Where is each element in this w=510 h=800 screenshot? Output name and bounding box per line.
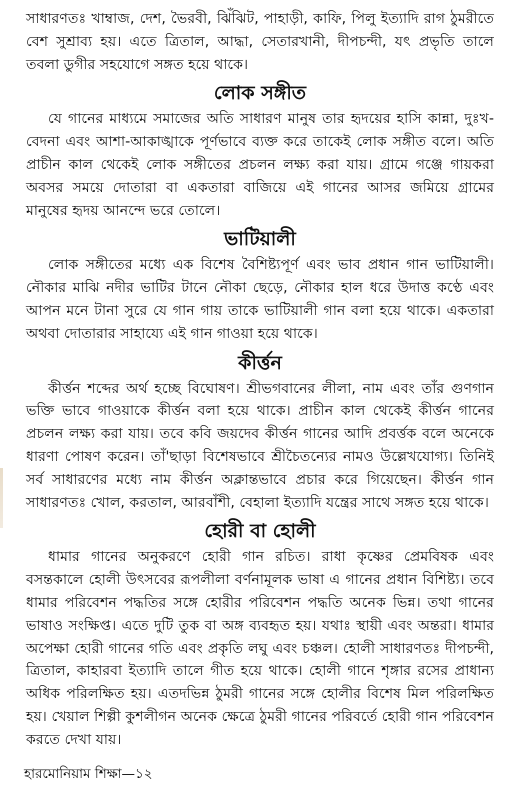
heading-hori: হোরী বা হোলী: [204, 520, 316, 543]
heading-bhatiyali: ভাটিয়ালী: [224, 228, 296, 251]
hori-paragraph: ধামার গানের অনুকরণে হোরী গান রচিত। রাধা কৃষ্ণের প্রেমবিষক এবং বসন্তকালে হোলী উৎসবের রূপলীলা বর্ণনামূলক ভাষা এ গানের প্রধান বিশিষ্ট্য। তবে ধামার পরিবেশন পদ্ধতির সঙ্গে হোরীর পরিবেশন পদ্ধতি অনেক ভিন্ন। তথা গানের ভাষাও সংক্ষিপ্ত। এতে দুটি তুক বা অঙ্গ ব্যবহৃত হয়। যথাঃ স্থায়ী এবং অন্তরা। ধামার অপেক্ষা হোরী গানের গতি এবং প্রকৃতি লঘু এবং চঞ্চল। হোলী সাধারণতঃ দীপচন্দী, ত্রিতাল, কাহারবা ইত্যাদি তালে গীত হয়ে থাকে। হোলী গানে শৃঙ্গার রসের প্রাধান্য অধিক পরিলক্ষিত হয়। এতদভিন্ন ঠুমরী গানের সঙ্গে হোলীর বিশেষ মিল পরিলক্ষিত হয়। খেয়াল শিল্পী কুশলীগন অনেক ক্ষেত্রে ঠুমরী গানের পরিবর্তে হোরী গান পরিবেশন করতে দেখা যায়।: [26, 549, 494, 748]
page-edge-mark: [0, 468, 3, 528]
kirtan-paragraph: কীর্ত্তন শব্দের অর্থ হচ্ছে বিঘোষণ। শ্রীভগবানের লীলা, নাম এবং তাঁর গুণগান ভক্তি ভাবে গাওয়াকে কীর্ত্তন বলা হয়ে থাকে। প্রাচীন কাল থেকেই কীর্ত্তন গানের প্রচলন লক্ষ্য করা যায়। তবে কবি জয়দেব কীর্ত্তন গানের আদি প্রবর্ত্তক বলে অনেকে ধারণা পোষণ করেন। তাঁ'ছাড়া বিশেষভাবে শ্রীচৈতন্যের নামও উল্লেখযোগ্য। তিনিই সর্ব সাধারণের মধ্যে নাম কীর্ত্তন অক্লান্তভাবে প্রচার করে গিয়েছেন। কীর্ত্তন গান সাধারণতঃ খোল, করতাল, আরবাঁশী, বেহালা ইত্যাদি যন্ত্রের সাথে সঙ্গত হয়ে থাকে।: [26, 380, 494, 511]
lok-sangeet-paragraph: যে গানের মাধ্যমে সমাজের অতি সাধারণ মানুষ তার হৃদয়ের হাসি কান্না, দুঃখ-বেদনা এবং আশা-আকাঙ্খাকে পূর্ণভাবে ব্যক্ত করে তাকেই লোক সঙ্গীত বলে। অতি প্রাচীন কাল থেকেই লোক সঙ্গীতের প্রচলন লক্ষ্য করা যায়। গ্রামে গঞ্জে গায়করা অবসর সময়ে দোতারা বা একতারা বাজিয়ে এই গানের আসর জমিয়ে গ্রামের মানুষের হৃদয় আনন্দে ভরে তোলে।: [26, 111, 494, 219]
heading-kirtan: কীর্ত্তন: [238, 351, 282, 374]
intro-paragraph: সাধারণতঃ খাম্বাজ, দেশ, ভৈরবী, ঝিঁঝিট, পাহাড়ী, কাফি, পিলু ইত্যাদি রাগ ঠুমরীতে বেশ সুশ্রাব্য হয়। এতে ত্রিতাল, আদ্ধা, সেতারখানী, দীপচন্দী, যৎ প্রভৃতি তালে তবলা ডুগীর সহযোগে সঙ্গত হয়ে থাকে।: [26, 11, 494, 73]
heading-lok-sangeet: লোক সঙ্গীত: [213, 82, 307, 105]
page-footer: হারমোনিয়াম শিক্ষা—১২: [24, 766, 153, 782]
bhatiyali-paragraph: লোক সঙ্গীতের মধ্যে এক বিশেষ বৈশিষ্ট্যপূর্ণ এবং ভাব প্রধান গান ভাটিয়ালী। নৌকার মাঝি নদীর ভাটির টানে নৌকা ছেড়ে, নৌকার হাল ধরে উদাত্ত কণ্ঠে এবং আপন মনে টানা সুরে যে গান গায় তাকে ভাটিয়ালী গান বলা হয়ে থাকে। একতারা অথবা দোতারার সাহায্যে এই গান গাওয়া হয়ে থাকে।: [26, 257, 494, 342]
